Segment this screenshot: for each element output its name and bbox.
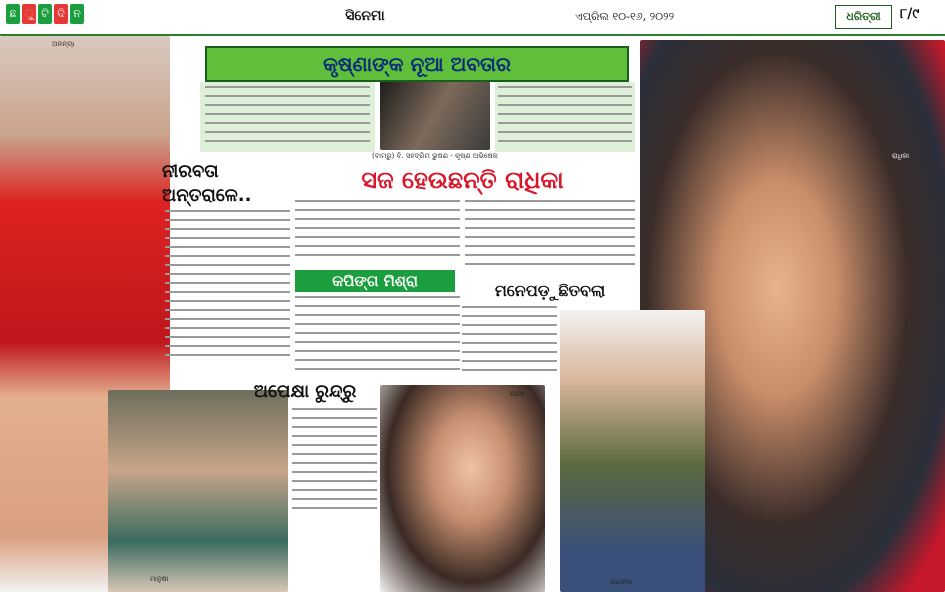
section-title: ସିନେମା	[345, 8, 385, 24]
headline-radhika: ସଜ ହେଉଛନ୍ତି ରାଧିକା	[361, 166, 564, 194]
brand-letter: ଛ	[6, 4, 20, 24]
brand-letter: ୁ	[22, 4, 36, 24]
krushna-article-text-right	[498, 86, 632, 148]
yami-photo	[380, 385, 545, 592]
brand-letter: ଟି	[38, 4, 52, 24]
ranbir-article-text	[462, 306, 557, 381]
brand-letter: ଦି	[54, 4, 68, 24]
apekhya-article-text	[292, 408, 377, 518]
duo-photo	[380, 78, 490, 150]
radhika-article-text-left	[295, 200, 460, 265]
duo-caption: (ବାମରୁ) ବି. ସହଦ୍ରିମ ଭୁଷଣ - କୃଷ୍ଣ ଅଭିଷେକ	[372, 152, 498, 160]
publication-name: ଧରିତ୍ରୀ	[835, 5, 892, 29]
manushi-caption: ମାନୁଷୀ	[150, 575, 169, 583]
ananya-caption: ଅନନ୍ୟା	[52, 40, 75, 48]
headline-apekhya: ଅପେକ୍ଷା ରୁନ୍ଦ୍ରୁ	[253, 381, 357, 402]
page-header	[0, 0, 945, 36]
krushna-article-text-left	[205, 86, 370, 148]
mishra-article-text	[295, 296, 460, 376]
headline-mishra: କପିଙ୍ଗ ମିଶ୍ରା	[295, 270, 455, 292]
headline-krushna: କୃଷ୍ଣାଙ୍କ ନୂଆ ଅବତାର	[205, 46, 629, 82]
manushi-photo	[108, 390, 288, 592]
nirabata-article-text	[165, 210, 290, 365]
headline-nirabata: ନୀରବତା ଅନ୍ତରାଳେ..	[162, 161, 252, 206]
headline-ranbir: ମନେପଡ଼ୁଛିତବଲା	[494, 281, 606, 300]
page-number: ୮/୯	[900, 6, 920, 22]
ranbir-photo	[560, 310, 705, 592]
yami-caption: ଯାମୀ	[510, 390, 525, 398]
radhika-caption: ରାଧିକା	[892, 152, 910, 160]
ranbir-caption: ରଣବୀର	[610, 578, 633, 586]
date-line: ଏପ୍ରିଲ ୧୦-୧୬, ୨୦୨୨	[575, 10, 675, 23]
radhika-article-text-right	[465, 200, 635, 275]
brand-letter: ନ	[70, 4, 84, 24]
brand-logo	[6, 4, 84, 24]
